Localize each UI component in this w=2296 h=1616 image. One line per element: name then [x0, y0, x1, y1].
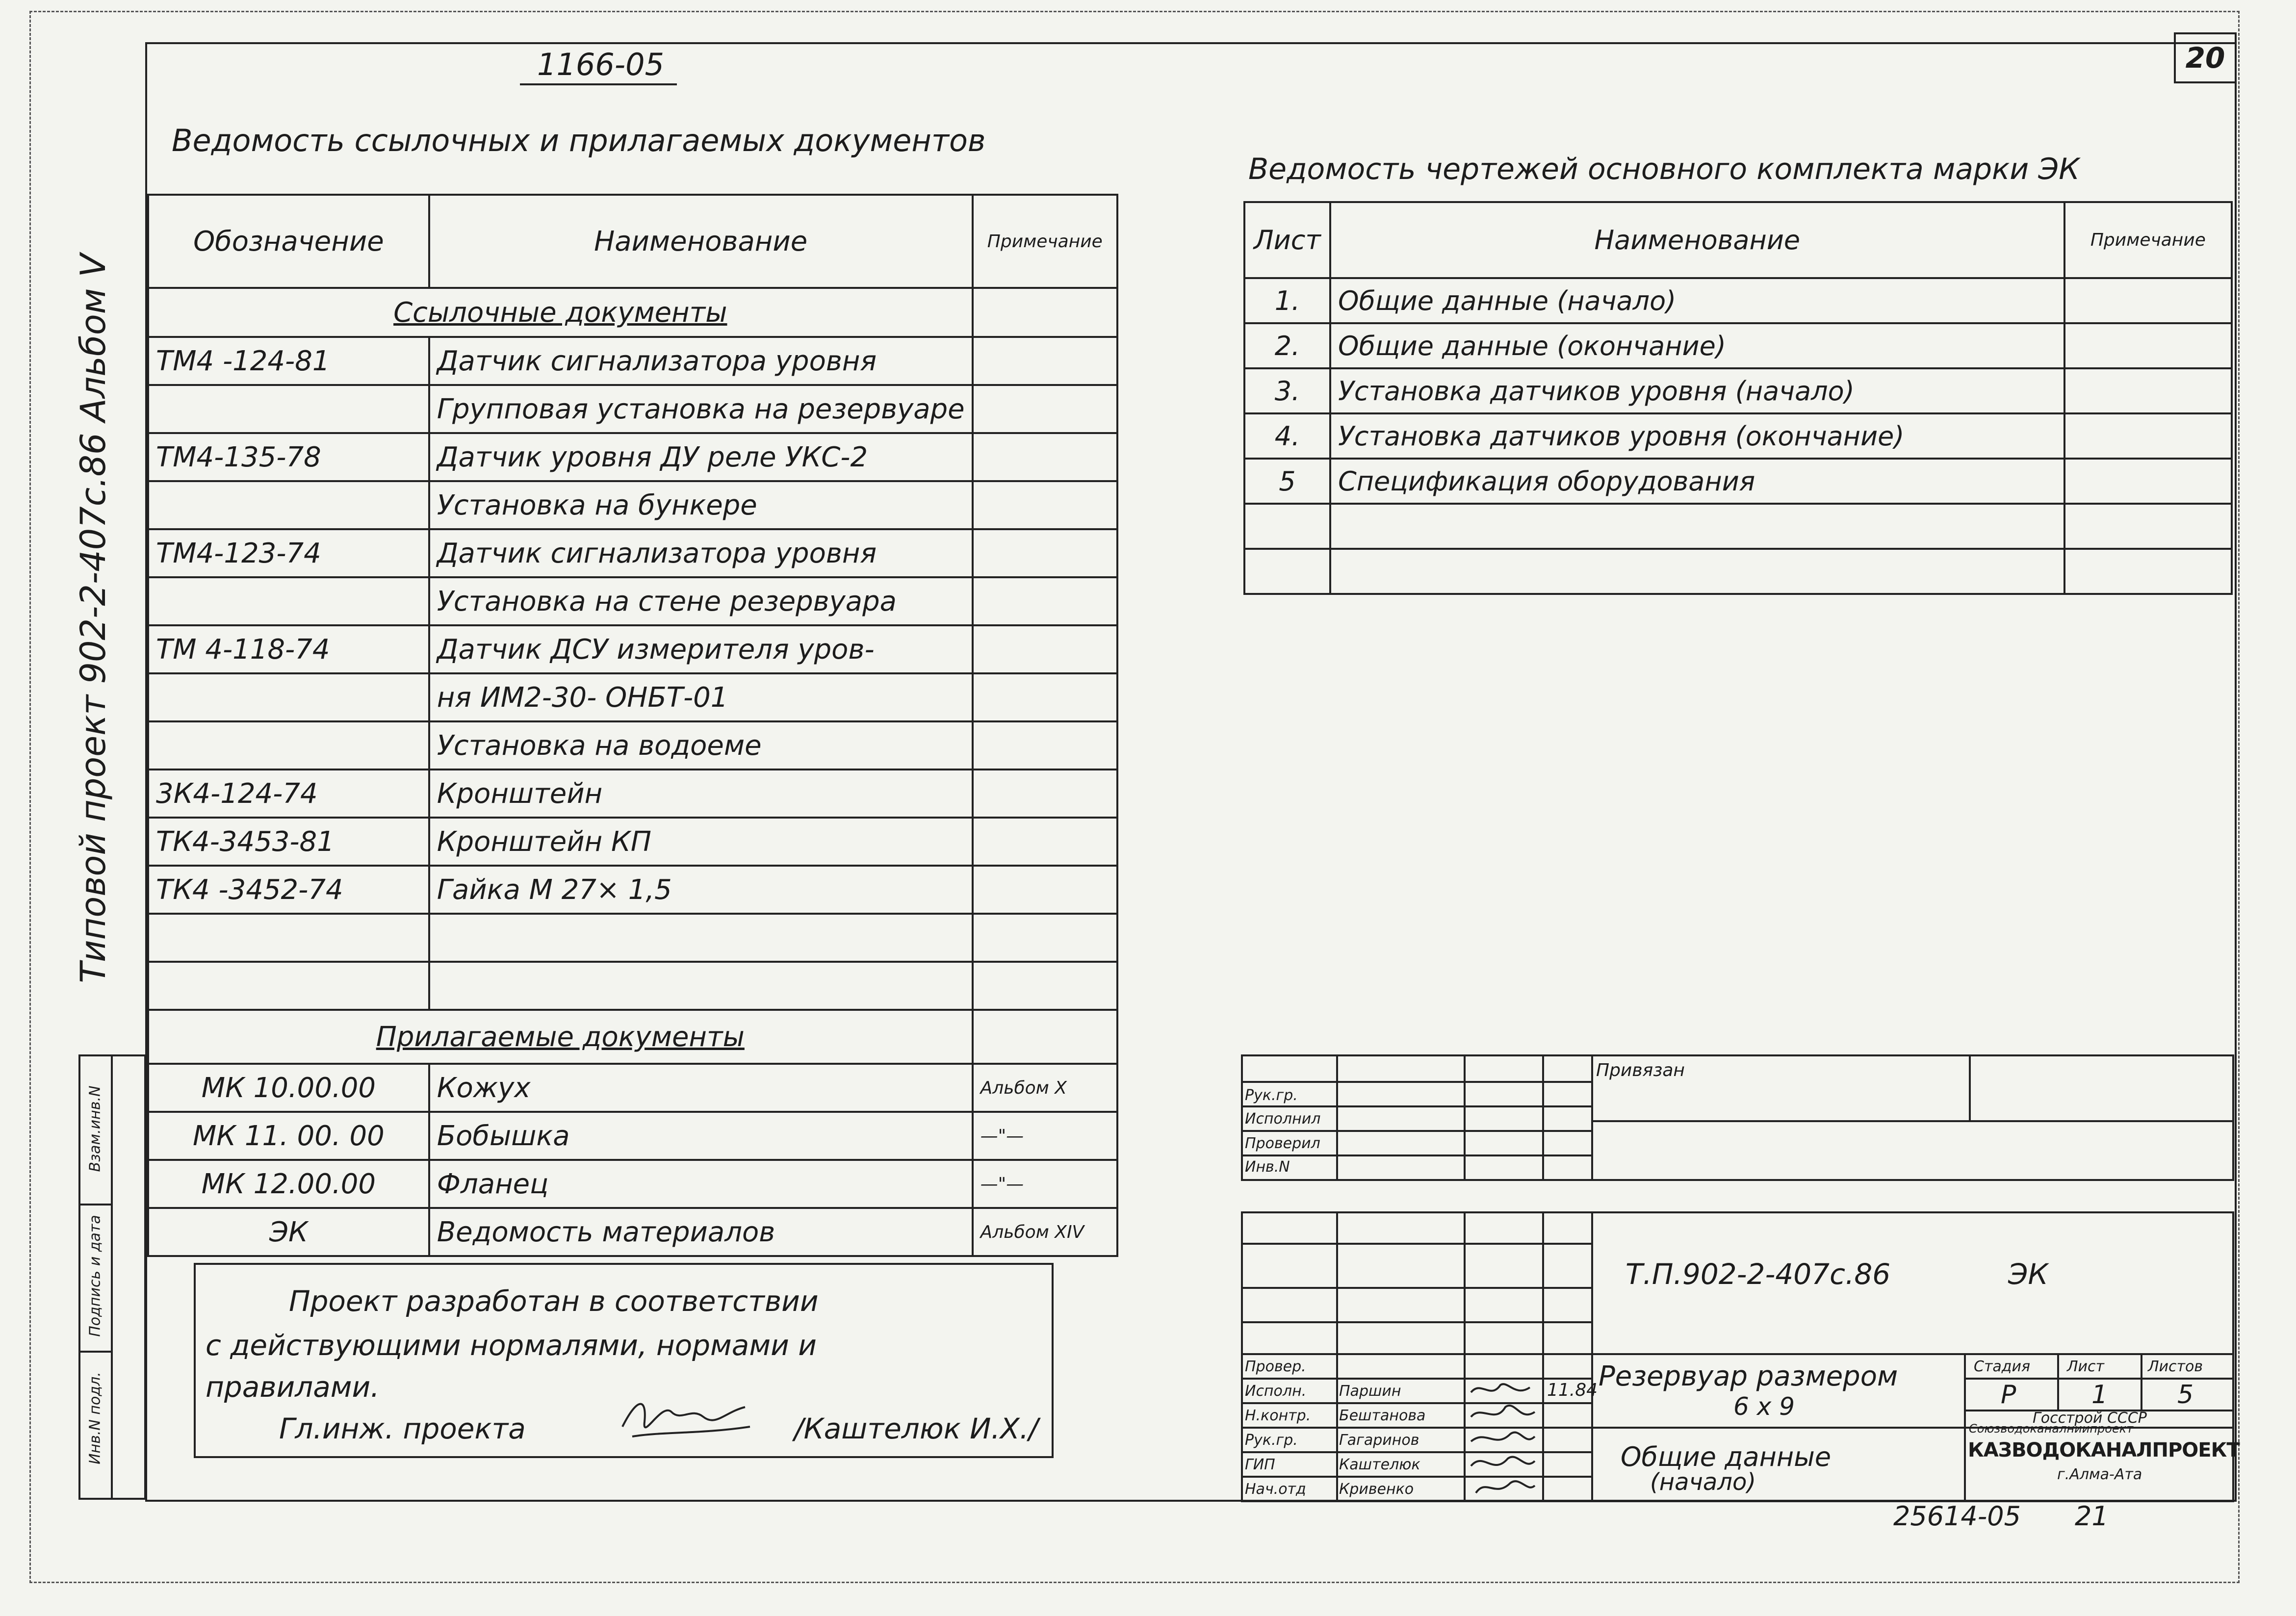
references-title: Ведомость ссылочных и прилагаемых документов	[172, 123, 986, 158]
tb-stage: Р	[2001, 1380, 2016, 1410]
binding-hline-5	[1591, 1120, 2232, 1122]
cell-designation	[148, 481, 429, 529]
top-number: 1166-05	[537, 47, 665, 82]
cell-drawing-note	[2064, 413, 2232, 459]
tb-sheet: 1	[2091, 1380, 2108, 1410]
cell-designation: МК 12.00.00	[148, 1160, 429, 1208]
section-attached-docs: Прилагаемые документы	[148, 1010, 973, 1064]
tb-hline-2	[1243, 1287, 1591, 1289]
tb-object-size: 6 x 9	[1733, 1392, 1795, 1421]
cell-note	[973, 625, 1117, 673]
note-box	[194, 1263, 1054, 1458]
table-row	[148, 770, 1117, 818]
tb-sheets: 5	[2177, 1380, 2194, 1410]
cell-name: ня ИМ2-30- ОНБТ-01	[429, 673, 973, 721]
binding-hline-2	[1243, 1105, 1591, 1107]
tb-code: Т.П.902-2-407с.86	[1625, 1257, 1891, 1291]
cell-drawing-name	[1330, 504, 2064, 549]
cell-note: —"—	[973, 1160, 1117, 1208]
cell-designation	[148, 577, 429, 625]
cell-sheet: 3.	[1244, 368, 1330, 413]
strip-cell-replace: Взам.инв.N	[86, 1085, 104, 1172]
cell-note	[973, 818, 1117, 866]
cell-note	[973, 721, 1117, 770]
binding-hline-1	[1243, 1081, 1591, 1083]
cell-sheet	[1244, 549, 1330, 594]
cell-drawing-name: Общие данные (начало)	[1330, 278, 2064, 323]
cell-sheet: 2.	[1244, 323, 1330, 368]
tb-hline-1	[1243, 1243, 1591, 1245]
cell-note	[973, 529, 1117, 577]
table-row	[148, 721, 1117, 770]
cell-name: Датчик ДСУ измерителя уров-	[429, 625, 973, 673]
cell-note	[973, 577, 1117, 625]
references-table	[147, 194, 1118, 1257]
tb-role-4: ГИП	[1245, 1456, 1275, 1473]
table-row	[148, 625, 1117, 673]
table-row	[148, 673, 1117, 721]
cell-name: Датчик сигнализатора уровня	[429, 337, 973, 385]
tb-hline-3	[1243, 1321, 1591, 1323]
binding-hline-4	[1243, 1154, 1591, 1156]
cell-note: Альбом XIV	[973, 1208, 1117, 1256]
cell-drawing-name: Установка датчиков уровня (окончание)	[1330, 413, 2064, 459]
cell-note	[973, 433, 1117, 481]
cell-note	[973, 385, 1117, 433]
binding-role-3: Инв.N	[1245, 1158, 1290, 1176]
cell-designation: 3К4-124-74	[148, 770, 429, 818]
table-row	[148, 385, 1117, 433]
cell-drawing-note	[2064, 323, 2232, 368]
sheet-number-box: 20	[2174, 32, 2237, 83]
cell-drawing-note	[2064, 459, 2232, 504]
tb-vline-4	[1591, 1213, 1593, 1500]
tb-sheet-label: Лист	[2067, 1358, 2105, 1375]
tb-vline-3	[1542, 1213, 1544, 1500]
cell-sheet: 4.	[1244, 413, 1330, 459]
cell-note	[973, 866, 1117, 914]
cell-name	[429, 914, 973, 962]
cell-note: —"—	[973, 1112, 1117, 1160]
cell-designation: ТК4 -3452-74	[148, 866, 429, 914]
cell-note	[973, 337, 1117, 385]
table-row	[148, 1160, 1117, 1208]
tb-name-2: Бештанова	[1339, 1407, 1426, 1424]
col-note: Примечание	[973, 195, 1117, 288]
cell-note	[973, 914, 1117, 962]
tb-hline-11	[1964, 1378, 2232, 1380]
tb-org-4: г.Алма-Ата	[2057, 1466, 2142, 1483]
cell-note: Альбом X	[973, 1064, 1117, 1112]
tb-object: Резервуар размером	[1599, 1360, 1898, 1392]
cell-name: Датчик сигнализатора уровня	[429, 529, 973, 577]
tb-org-2: Союзводоканалниипроект	[1969, 1422, 2134, 1436]
note-line-1: Проект разработан в соответствии	[289, 1284, 819, 1318]
table-row	[1244, 278, 2232, 323]
col-name: Наименование	[429, 195, 973, 288]
tb-sheets-label: Листов	[2148, 1358, 2203, 1375]
cell-name: Датчик уровня ДУ реле УКС-2	[429, 433, 973, 481]
cell-name: Групповая установка на резервуаре	[429, 385, 973, 433]
col-drawing-name: Наименование	[1330, 202, 2064, 278]
tb-name-1: Паршин	[1339, 1383, 1401, 1400]
cell-name: Бобышка	[429, 1112, 973, 1160]
cell-designation: ТК4-3453-81	[148, 818, 429, 866]
table-row	[148, 818, 1117, 866]
section-reference-docs: Ссылочные документы	[148, 288, 973, 337]
table-row	[148, 866, 1117, 914]
binding-hline-3	[1243, 1130, 1591, 1132]
tb-role-0: Провер.	[1245, 1358, 1306, 1375]
table-row	[148, 1064, 1117, 1112]
cell-drawing-note	[2064, 504, 2232, 549]
tb-name-5: Кривенко	[1339, 1481, 1414, 1498]
note-line-3: правилами.	[206, 1370, 380, 1404]
drawings-table	[1243, 201, 2233, 595]
cell-designation: ТМ4-135-78	[148, 433, 429, 481]
col-designation: Обозначение	[148, 195, 429, 288]
table-row	[148, 433, 1117, 481]
note-line-2: с действующими нормалями, нормами и	[206, 1329, 817, 1362]
cell-drawing-note	[2064, 278, 2232, 323]
tb-signatures	[1466, 1378, 1540, 1500]
table-row	[1244, 504, 2232, 549]
col-drawing-note: Примечание	[2064, 202, 2232, 278]
note-line-4-name: /Каштелюк И.Х./	[794, 1412, 1038, 1445]
tb-sheet-title-2: (начало)	[1650, 1468, 1756, 1496]
cell-name: Установка на бункере	[429, 481, 973, 529]
table-row	[1244, 549, 2232, 594]
table-row	[148, 481, 1117, 529]
strip-cell-inv: Инв.N подл.	[86, 1372, 104, 1464]
col-sheet: Лист	[1244, 202, 1330, 278]
cell-name: Кронштейн	[429, 770, 973, 818]
table-row	[148, 337, 1117, 385]
cell-name: Фланец	[429, 1160, 973, 1208]
binding-role-2: Проверил	[1245, 1135, 1320, 1152]
tb-role-5: Нач.отд	[1245, 1481, 1306, 1498]
binding-role-0: Рук.гр.	[1245, 1087, 1298, 1104]
cell-drawing-note	[2064, 368, 2232, 413]
tb-role-3: Рук.гр.	[1245, 1432, 1298, 1449]
cell-sheet	[1244, 504, 1330, 549]
cell-sheet: 1.	[1244, 278, 1330, 323]
cell-note	[973, 770, 1117, 818]
tb-vline-7	[2141, 1353, 2142, 1410]
left-stamp-strip	[78, 1054, 146, 1500]
binding-label: Привязан	[1596, 1060, 1685, 1080]
cell-name: Ведомость материалов	[429, 1208, 973, 1256]
top-number-underline	[520, 83, 677, 85]
tb-name-3: Гагаринов	[1339, 1432, 1419, 1449]
table-row	[148, 962, 1117, 1010]
tb-stage-label: Стадия	[1974, 1358, 2031, 1375]
table-row	[148, 1208, 1117, 1256]
table-row	[148, 529, 1117, 577]
cell-designation: ТМ4 -124-81	[148, 337, 429, 385]
footer-number: 25614-05	[1893, 1501, 2021, 1532]
tb-vline-1	[1336, 1213, 1338, 1500]
cell-designation: МК 10.00.00	[148, 1064, 429, 1112]
table-row	[1244, 459, 2232, 504]
cell-name: Кронштейн КП	[429, 818, 973, 866]
tb-vline-5	[1964, 1353, 1966, 1500]
table-row	[1244, 413, 2232, 459]
cell-designation: МК 11. 00. 00	[148, 1112, 429, 1160]
cell-drawing-name: Общие данные (окончание)	[1330, 323, 2064, 368]
section-note-empty	[973, 288, 1117, 337]
cell-name: Гайка М 27× 1,5	[429, 866, 973, 914]
binding-role-1: Исполнил	[1245, 1110, 1321, 1128]
tb-org-1: Госстрой СССР	[2033, 1410, 2147, 1427]
cell-drawing-name: Установка датчиков уровня (начало)	[1330, 368, 2064, 413]
cell-note	[973, 962, 1117, 1010]
note-line-4-label: Гл.инж. проекта	[279, 1412, 526, 1445]
tb-hline-4	[1243, 1353, 2232, 1355]
section2-note-empty	[973, 1010, 1117, 1064]
chief-engineer-signature	[618, 1392, 755, 1446]
cell-name: Установка на стене резервуара	[429, 577, 973, 625]
binding-block	[1241, 1054, 2234, 1181]
cell-designation	[148, 673, 429, 721]
cell-drawing-note	[2064, 549, 2232, 594]
binding-vline-3	[1542, 1056, 1544, 1179]
cell-name: Кожух	[429, 1064, 973, 1112]
strip-col-divider	[111, 1056, 113, 1498]
cell-drawing-name: Спецификация оборудования	[1330, 459, 2064, 504]
table-row	[148, 914, 1117, 962]
cell-designation	[148, 914, 429, 962]
cell-sheet: 5	[1244, 459, 1330, 504]
table-row	[148, 1112, 1117, 1160]
cell-designation: ЭК	[148, 1208, 429, 1256]
title-block	[1241, 1211, 2240, 1502]
side-label: Типовой проект 902-2-407с.86 Альбом V	[73, 254, 113, 983]
cell-name	[429, 962, 973, 1010]
tb-role-2: Н.контр.	[1245, 1407, 1311, 1424]
tb-mark: ЭК	[2008, 1257, 2048, 1291]
tb-role-1: Исполн.	[1245, 1383, 1307, 1400]
table-row	[1244, 368, 2232, 413]
table-row	[1244, 323, 2232, 368]
cell-designation	[148, 721, 429, 770]
strip-cell-sign: Подпись и дата	[86, 1215, 104, 1337]
cell-note	[973, 673, 1117, 721]
binding-vline-1	[1336, 1056, 1338, 1179]
table-row	[148, 577, 1117, 625]
tb-vline-6	[2057, 1353, 2059, 1410]
tb-name-4: Каштелюк	[1339, 1456, 1420, 1473]
binding-vline-2	[1464, 1056, 1466, 1179]
cell-name: Установка на водоеме	[429, 721, 973, 770]
cell-drawing-name	[1330, 549, 2064, 594]
tb-sheet-title: Общие данные	[1621, 1441, 1832, 1472]
tb-date: 11.84	[1547, 1380, 1598, 1400]
binding-vline-4	[1591, 1056, 1593, 1179]
footer-page: 21	[2075, 1501, 2109, 1532]
tb-hline-10	[1591, 1427, 2232, 1429]
binding-vline-5	[1969, 1056, 1971, 1120]
tb-vline-2	[1464, 1213, 1466, 1500]
cell-designation	[148, 385, 429, 433]
cell-note	[973, 481, 1117, 529]
tb-org-3: КАЗВОДОКАНАЛПРОЕКТ	[1968, 1439, 2240, 1462]
cell-designation: ТМ 4-118-74	[148, 625, 429, 673]
cell-designation: ТМ4-123-74	[148, 529, 429, 577]
cell-designation	[148, 962, 429, 1010]
drawings-title: Ведомость чертежей основного комплекта марки ЭК	[1248, 152, 2080, 186]
